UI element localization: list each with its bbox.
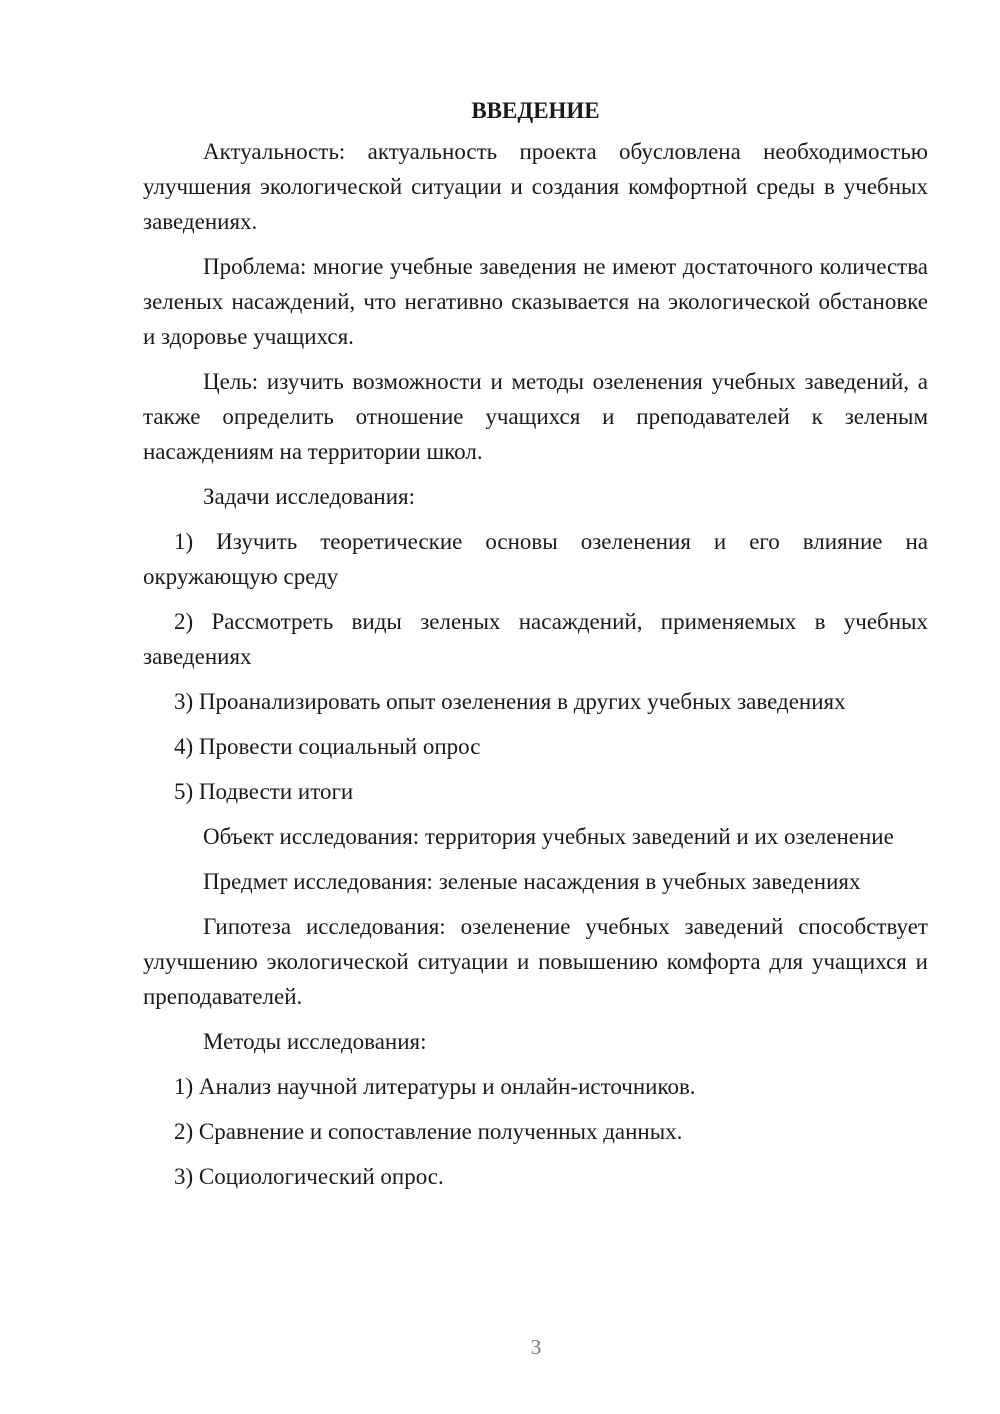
relevance-paragraph: Актуальность: актуальность проекта обусловлена необходимостью улучшения экологической ситуации и создания комфортной среды в учебных заведениях. — [143, 139, 928, 234]
tasks-heading: Задачи исследования: — [203, 484, 416, 509]
problem-paragraph: Проблема: многие учебные заведения не имеют достаточного количества зеленых насаждений, что негативно сказывается на экологической обстановке и здоровье учащихся. — [143, 254, 928, 349]
subject-paragraph: Предмет исследования: зеленые насаждения в учебных заведениях — [203, 869, 861, 894]
object-paragraph: Объект исследования: территория учебных заведений и их озеленение — [203, 824, 894, 849]
task-item-4: 4) Провести социальный опрос — [174, 734, 481, 759]
goal-paragraph: Цель: изучить возможности и методы озеленения учебных заведений, а также определить отношение учащихся и преподавателей к зеленым насаждениям на территории школ. — [143, 369, 928, 464]
task-item-3: 3) Проанализировать опыт озеленения в других учебных заведениях — [174, 689, 846, 714]
document-body — [143, 93, 928, 1204]
hypothesis-paragraph: Гипотеза исследования: озеленение учебных заведений способствует улучшению экологической ситуации и повышению комфорта для учащихся и преподавателей. — [143, 914, 928, 1009]
task-item-2: 2) Рассмотреть виды зеленых насаждений, применяемых в учебных заведениях — [143, 609, 928, 669]
task-item-1: 1) Изучить теоретические основы озеленения и его влияние на окружающую среду — [143, 529, 928, 589]
methods-heading: Методы исследования: — [203, 1029, 427, 1054]
method-item-3: 3) Социологический опрос. — [174, 1164, 444, 1189]
method-item-2: 2) Сравнение и сопоставление полученных данных. — [174, 1119, 683, 1144]
method-item-1: 1) Анализ научной литературы и онлайн-источников. — [174, 1074, 696, 1099]
section-title: ВВЕДЕНИЕ — [471, 98, 600, 123]
task-item-5: 5) Подвести итоги — [174, 779, 354, 804]
page-number: 3 — [530, 1335, 542, 1359]
